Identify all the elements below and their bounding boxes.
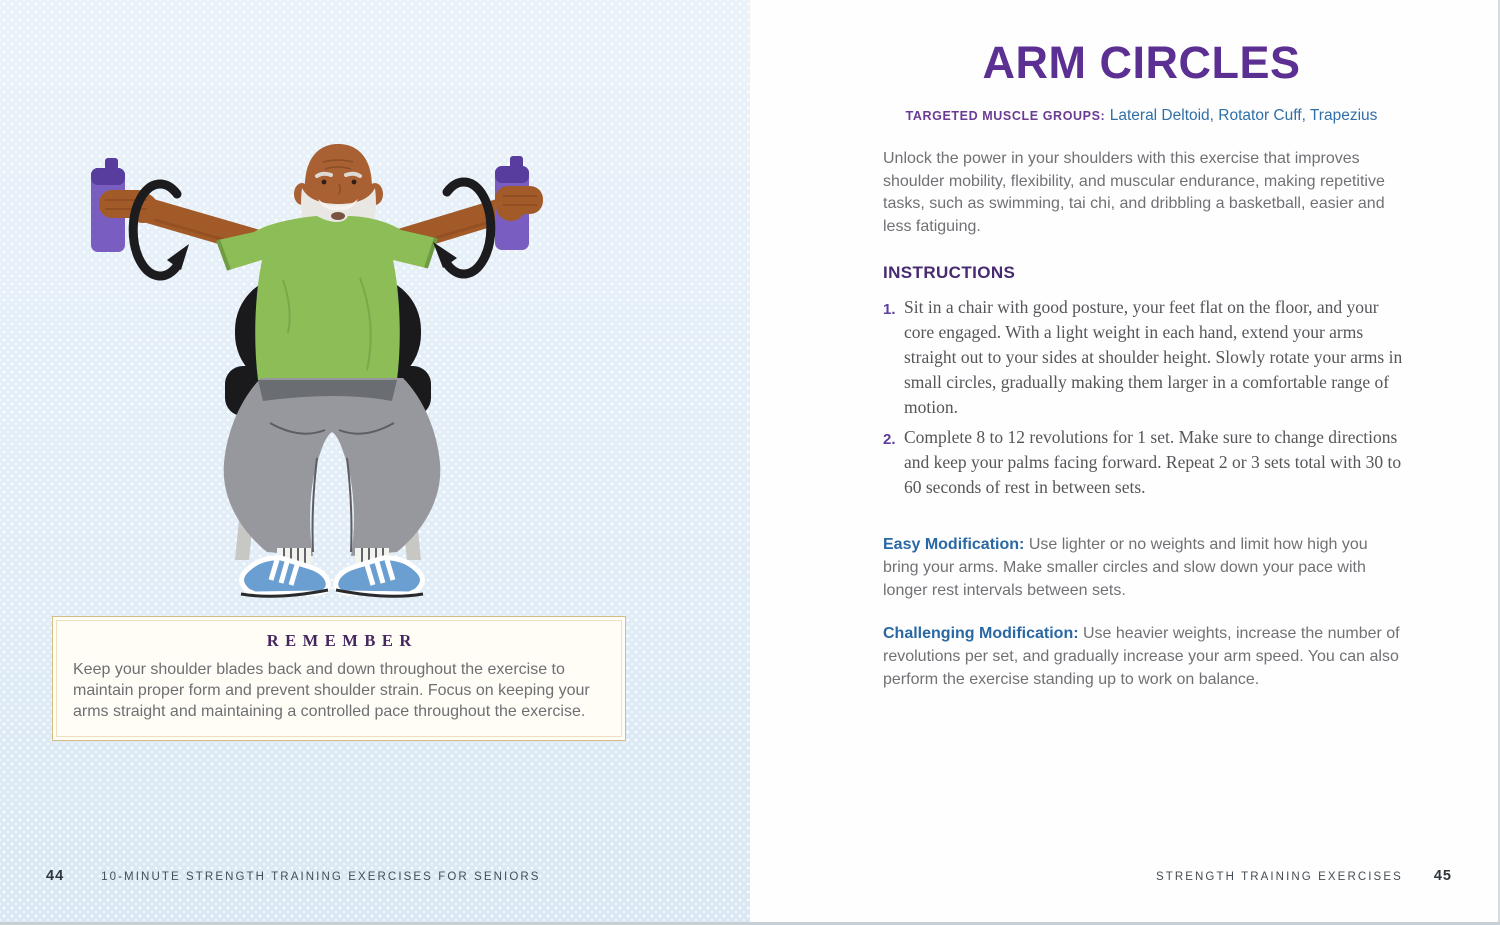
muscle-groups-value: Lateral Deltoid, Rotator Cuff, Trapezius <box>1109 107 1378 124</box>
instruction-number: 2. <box>883 431 896 448</box>
challenging-modification-label: Challenging Modification: <box>883 625 1079 642</box>
targeted-muscle-groups <box>833 107 1450 125</box>
arm-circles-illustration <box>55 128 620 606</box>
instruction-item <box>883 295 1404 420</box>
page-number-right: 45 <box>1433 868 1452 884</box>
remember-text: Keep your shoulder blades back and down throughout the exercise to maintain proper form and prevent shoulder strain. Focus on keeping your arms straight and maintaining a controlled pace throughout the exercise. <box>73 661 590 720</box>
instruction-text: Complete 8 to 12 revolutions for 1 set. Make sure to change directions and keep your palms facing forward. Repeat 2 or 3 sets total with 30 to 60 seconds of rest in between sets. <box>904 427 1402 497</box>
easy-modification <box>883 533 1406 602</box>
footer-left <box>46 868 541 884</box>
sneaker-left <box>241 558 328 596</box>
page-number-left: 44 <box>46 868 65 884</box>
easy-modification-text: Use lighter or no weights and limit how high you bring your arms. Make smaller circles and slow down your pace with longer rest intervals between sets. <box>883 536 1368 599</box>
sneaker-right <box>336 558 423 596</box>
right-page <box>750 0 1500 925</box>
seated-man <box>91 144 543 596</box>
section-running-head: STRENGTH TRAINING EXERCISES <box>1155 871 1403 883</box>
remember-box-inner <box>56 620 622 737</box>
pants <box>224 378 441 556</box>
remember-title: REMEMBER <box>266 631 418 650</box>
instruction-item <box>883 425 1404 500</box>
instruction-text: Sit in a chair with good posture, your feet flat on the floor, and your core engaged. With a light weight in each hand, extend your arms straight out to your sides at shoulder height. Slowly rotate your arms in small circles, gradually making them larger in a comfortable range of motion. <box>904 297 1403 417</box>
challenging-modification <box>883 622 1406 691</box>
exercise-title: ARM CIRCLES <box>982 37 1301 88</box>
remember-box <box>52 616 626 741</box>
challenging-modification-text: Use heavier weights, increase the number of revolutions per set, and gradually increase your arm speed. You can also perform the exercise standing up to work on balance. <box>883 625 1400 688</box>
muscle-groups-label: TARGETED MUSCLE GROUPS: <box>905 109 1106 123</box>
easy-modification-label: Easy Modification: <box>883 536 1025 553</box>
footer-right <box>1156 868 1452 884</box>
book-title-running-head: 10-MINUTE STRENGTH TRAINING EXERCISES FOR SENIORS <box>101 871 541 883</box>
instruction-number: 1. <box>883 301 896 318</box>
intro-paragraph: Unlock the power in your shoulders with this exercise that improves shoulder mobility, flexibility, and muscular endurance, making repetitive tasks, such as swimming, tai chi, and dribbling a basketball, easier and less fatiguing. <box>883 150 1385 236</box>
instructions-heading: INSTRUCTIONS <box>883 263 1016 282</box>
